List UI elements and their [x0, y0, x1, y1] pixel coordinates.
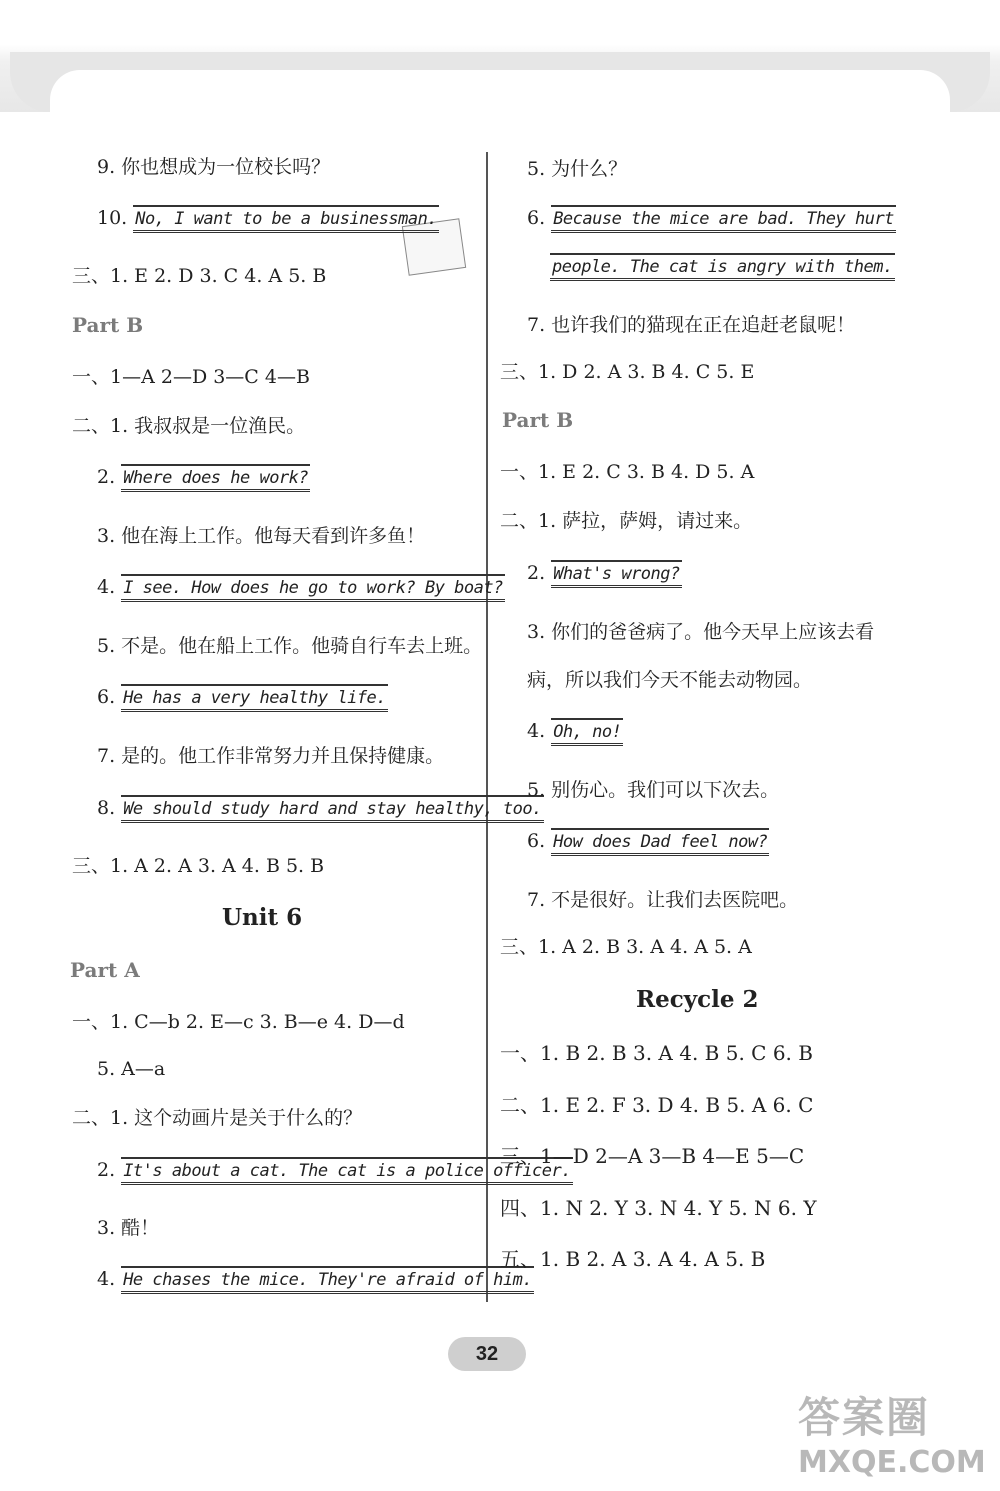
answer-line	[97, 684, 388, 712]
handwritten-answer: What's wrong?	[551, 560, 682, 588]
answer-line	[550, 253, 895, 281]
item-number: 2.	[97, 1159, 116, 1181]
answer-line: 5. 别伤心。我们可以下次去。	[527, 779, 780, 801]
item-number: 2.	[527, 562, 546, 584]
item-number: 2.	[97, 466, 116, 488]
answer-line: 三、1. D 2. A 3. B 4. C 5. E	[500, 361, 755, 383]
answer-line: 二、1. 这个动画片是关于什么的？	[72, 1107, 363, 1129]
watermark-text: 答案圈	[798, 1393, 931, 1442]
handwritten-answer: Oh, no!	[551, 718, 623, 746]
handwritten-answer: We should study hard and stay healthy, too.	[121, 795, 544, 823]
answer-line: 9. 你也想成为一位校长吗？	[97, 156, 331, 178]
header-decoration	[0, 0, 1000, 112]
answer-line: 3. 他在海上工作。他每天看到许多鱼！	[97, 525, 426, 547]
answer-line: 二、1. E 2. F 3. D 4. B 5. A 6. C	[500, 1093, 814, 1117]
answer-line: 五、1. B 2. A 3. A 4. A 5. B	[500, 1247, 766, 1271]
answer-line	[527, 205, 896, 233]
answer-line: 5. 不是。他在船上工作。他骑自行车去上班。	[97, 635, 483, 657]
unit-title: Unit 6	[222, 904, 303, 931]
item-number: 10.	[97, 207, 128, 229]
answer-line: 病，所以我们今天不能去动物园。	[527, 669, 813, 691]
answer-line	[527, 718, 623, 746]
answer-line: 三、1. E 2. D 3. C 4. A 5. B	[72, 265, 327, 287]
handwritten-answer: Because the mice are bad. They hurt	[551, 205, 896, 233]
answer-line: 二、1. 萨拉，萨姆，请过来。	[500, 510, 753, 532]
handwritten-answer: He chases the mice. They're afraid of him.	[121, 1266, 534, 1294]
answer-line: 3. 你们的爸爸病了。他今天早上应该去看	[527, 621, 875, 643]
answer-line: 5. A—a	[97, 1058, 166, 1080]
handwritten-answer: I see. How does he go to work? By boat?	[121, 574, 505, 602]
answer-line	[527, 828, 769, 856]
answer-line: 一、1—A 2—D 3—C 4—B	[72, 366, 310, 388]
answer-line: 一、1. B 2. B 3. A 4. B 5. C 6. B	[500, 1041, 813, 1065]
handwritten-answer: He has a very healthy life.	[121, 684, 388, 712]
item-number: 6.	[527, 207, 546, 229]
answer-line: 7. 是的。他工作非常努力并且保持健康。	[97, 745, 445, 767]
answer-line: 三、1. A 2. B 3. A 4. A 5. A	[500, 936, 752, 958]
item-number: 4.	[527, 720, 546, 742]
answer-line: 7. 也许我们的猫现在正在追赶老鼠呢！	[527, 314, 856, 336]
unit-title: Recycle 2	[636, 986, 759, 1013]
answer-line: 三、1—D 2—A 3—B 4—E 5—C	[500, 1144, 805, 1168]
answer-line: 5. 为什么？	[527, 158, 628, 180]
answer-line: 一、1. E 2. C 3. B 4. D 5. A	[500, 461, 755, 483]
section-heading: Part A	[70, 958, 140, 982]
header-inner	[50, 70, 950, 130]
answer-line: 一、1. C—b 2. E—c 3. B—e 4. D—d	[72, 1011, 405, 1033]
item-number: 6.	[527, 830, 546, 852]
answer-line	[97, 205, 439, 233]
answer-line	[97, 574, 505, 602]
handwritten-answer: people. The cat is angry with them.	[550, 253, 895, 281]
handwritten-answer: It's about a cat. The cat is a police officer.	[121, 1157, 573, 1185]
answer-line: 二、1. 我叔叔是一位渔民。	[72, 415, 306, 437]
page-number: 32	[448, 1337, 526, 1371]
answer-line	[97, 795, 544, 823]
answer-line	[97, 1266, 534, 1294]
answer-line: 三、1. A 2. A 3. A 4. B 5. B	[72, 855, 325, 877]
answer-line: 3. 酷！	[97, 1217, 160, 1239]
section-heading: Part B	[502, 408, 574, 432]
handwritten-answer: No, I want to be a businessman.	[133, 205, 439, 233]
answer-line: 四、1. N 2. Y 3. N 4. Y 5. N 6. Y	[500, 1196, 817, 1220]
answer-line: 7. 不是很好。让我们去医院吧。	[527, 889, 799, 911]
section-heading: Part B	[72, 313, 144, 337]
column-divider	[486, 152, 488, 1302]
item-number: 8.	[97, 797, 116, 819]
answer-line	[97, 464, 310, 492]
answer-line	[527, 560, 682, 588]
item-number: 6.	[97, 686, 116, 708]
handwritten-answer: Where does he work?	[121, 464, 310, 492]
handwritten-answer: How does Dad feel now?	[551, 828, 769, 856]
item-number: 4.	[97, 1268, 116, 1290]
item-number: 4.	[97, 576, 116, 598]
watermark-logo	[798, 1385, 988, 1485]
watermark-url: MXQE.COM	[798, 1445, 986, 1480]
